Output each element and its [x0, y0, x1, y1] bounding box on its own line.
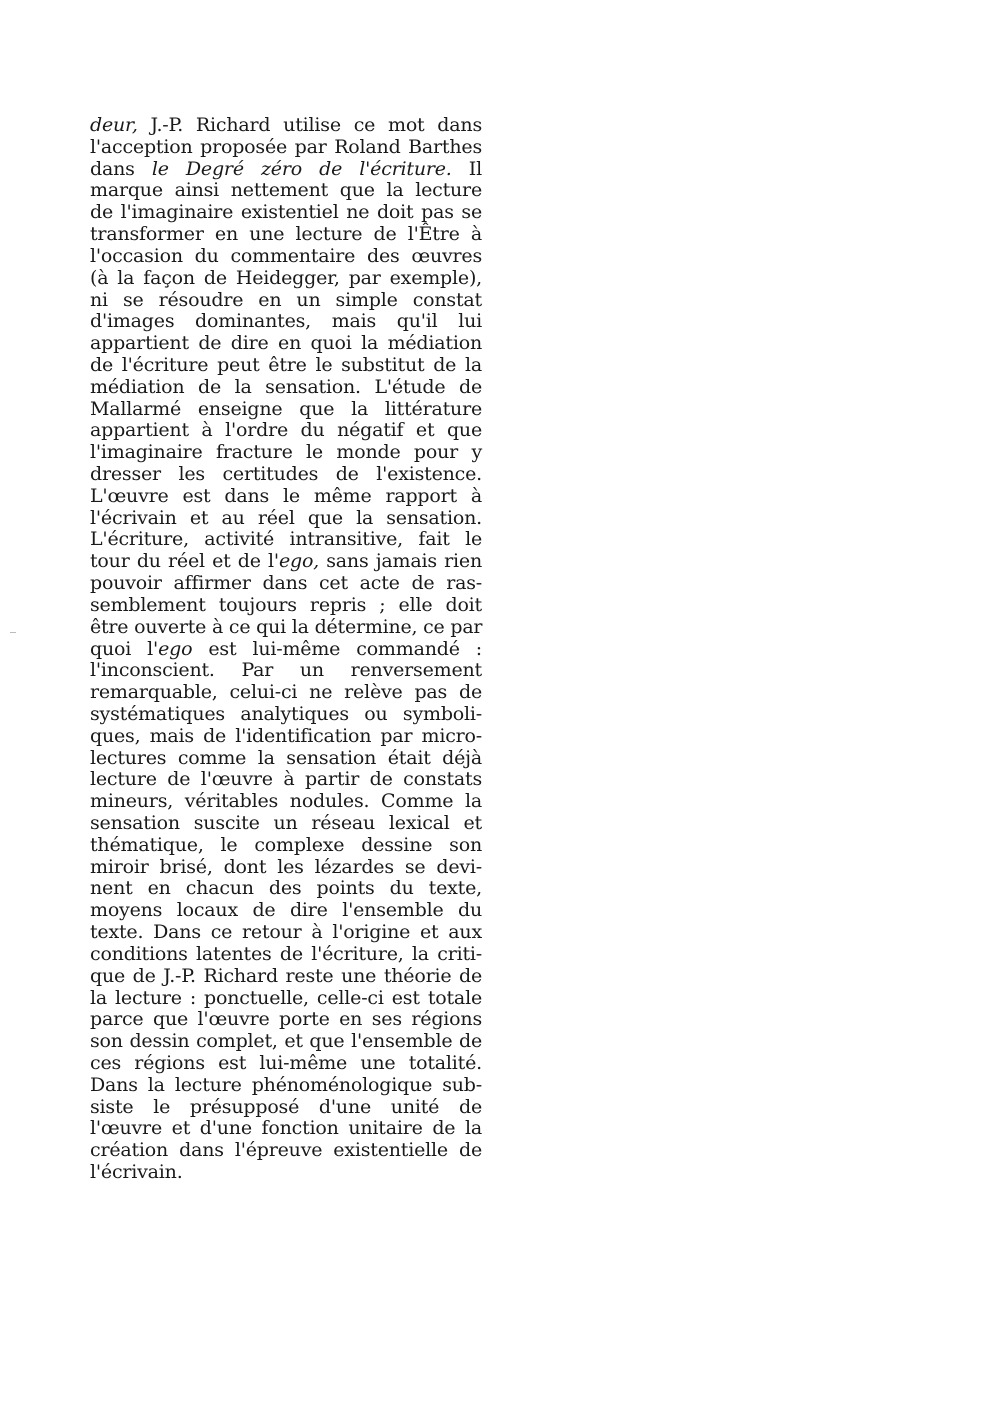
text-line: ni se résoudre en un simple constat [90, 288, 482, 311]
text-line: être ouverte à ce qui la détermine, ce par [90, 615, 483, 638]
text-line: L'écriture, activité intransitive, fait le [90, 528, 482, 551]
text-line: appartient à l'ordre du négatif et que [90, 419, 482, 442]
text-line: L'œuvre est dans le même rapport à [90, 484, 482, 507]
text-line: de l'écriture peut être le substitut de la [90, 353, 482, 376]
text-line: ques, mais de l'identification par micro- [90, 724, 482, 747]
text-line: tour du réel et de l'ego, sans jamais rien [90, 550, 482, 573]
text-line: sensation suscite un réseau lexical et [90, 812, 482, 834]
text-line: l'occasion du commentaire des œuvres [90, 244, 482, 267]
text-line: Mallarmé enseigne que la littérature [90, 397, 482, 420]
text-line: texte. Dans ce retour à l'origine et aux [90, 921, 482, 944]
text-line: l'écrivain. [90, 1161, 183, 1183]
text-line: thématique, le complexe dessine son [90, 833, 482, 856]
text-line: nent en chacun des points du texte, [90, 877, 482, 900]
text-line: l'écrivain et au réel que la sensation. [90, 506, 482, 529]
text-line: création dans l'épreuve existentielle de [90, 1139, 482, 1162]
text-line: que de J.-P. Richard reste une théorie de [90, 964, 482, 987]
text-line: marque ainsi nettement que la lecture [90, 179, 482, 202]
text-line: l'acception proposée par Roland Barthes [90, 135, 482, 158]
text-line: son dessin complet, et que l'ensemble de [90, 1030, 482, 1053]
text-line: miroir brisé, dont les lézardes se devi- [90, 855, 482, 878]
text-line: mineurs, véritables nodules. Comme la [90, 790, 482, 813]
text-line: remarquable, celui-ci ne relève pas de [90, 681, 482, 704]
text-line: dans le Degré zéro de l'écriture. Il [90, 157, 482, 180]
text-line: ces régions est lui-même une totalité. [90, 1051, 482, 1074]
text-line: Dans la lecture phénoménologique sub- [90, 1073, 482, 1096]
margin-mark [10, 632, 16, 633]
text-line: l'œuvre et d'une fonction unitaire de la [90, 1117, 482, 1140]
text-line: transformer en une lecture de l'Être à [90, 223, 482, 246]
text-line: dresser les certitudes de l'existence. [90, 463, 482, 485]
text-line: moyens locaux de dire l'ensemble du [90, 899, 482, 922]
text-line: d'images dominantes, mais qu'il lui [90, 310, 482, 333]
text-line: de l'imaginaire existentiel ne doit pas se [90, 201, 482, 224]
text-line: conditions latentes de l'écriture, la criti- [90, 942, 482, 965]
text-line: pouvoir affirmer dans cet acte de ras- [90, 572, 482, 595]
text-line: semblement toujours repris ; elle doit [90, 593, 482, 616]
text-line: appartient de dire en quoi la médiation [90, 332, 482, 355]
text-line: lectures comme la sensation était déjà [90, 746, 482, 769]
text-line: la lecture : ponctuelle, celle-ci est totale [90, 986, 482, 1009]
text-line: (à la façon de Heidegger, par exemple), [90, 266, 482, 289]
text-line: l'imaginaire fracture le monde pour y [90, 441, 482, 464]
text-line: quoi l'ego est lui-même commandé : [90, 637, 482, 660]
text-line: siste le présupposé d'une unité de [90, 1095, 482, 1118]
text-line: lecture de l'œuvre à partir de constats [90, 768, 482, 791]
text-column [90, 115, 482, 1184]
text-line: systématiques analytiques ou symboli- [90, 702, 482, 725]
text-line: parce que l'œuvre porte en ses régions [90, 1008, 482, 1031]
text-line: deur, J.-P. Richard utilise ce mot dans [90, 114, 482, 136]
text-line: l'inconscient. Par un renversement [90, 659, 482, 682]
text-line: médiation de la sensation. L'étude de [90, 375, 482, 398]
